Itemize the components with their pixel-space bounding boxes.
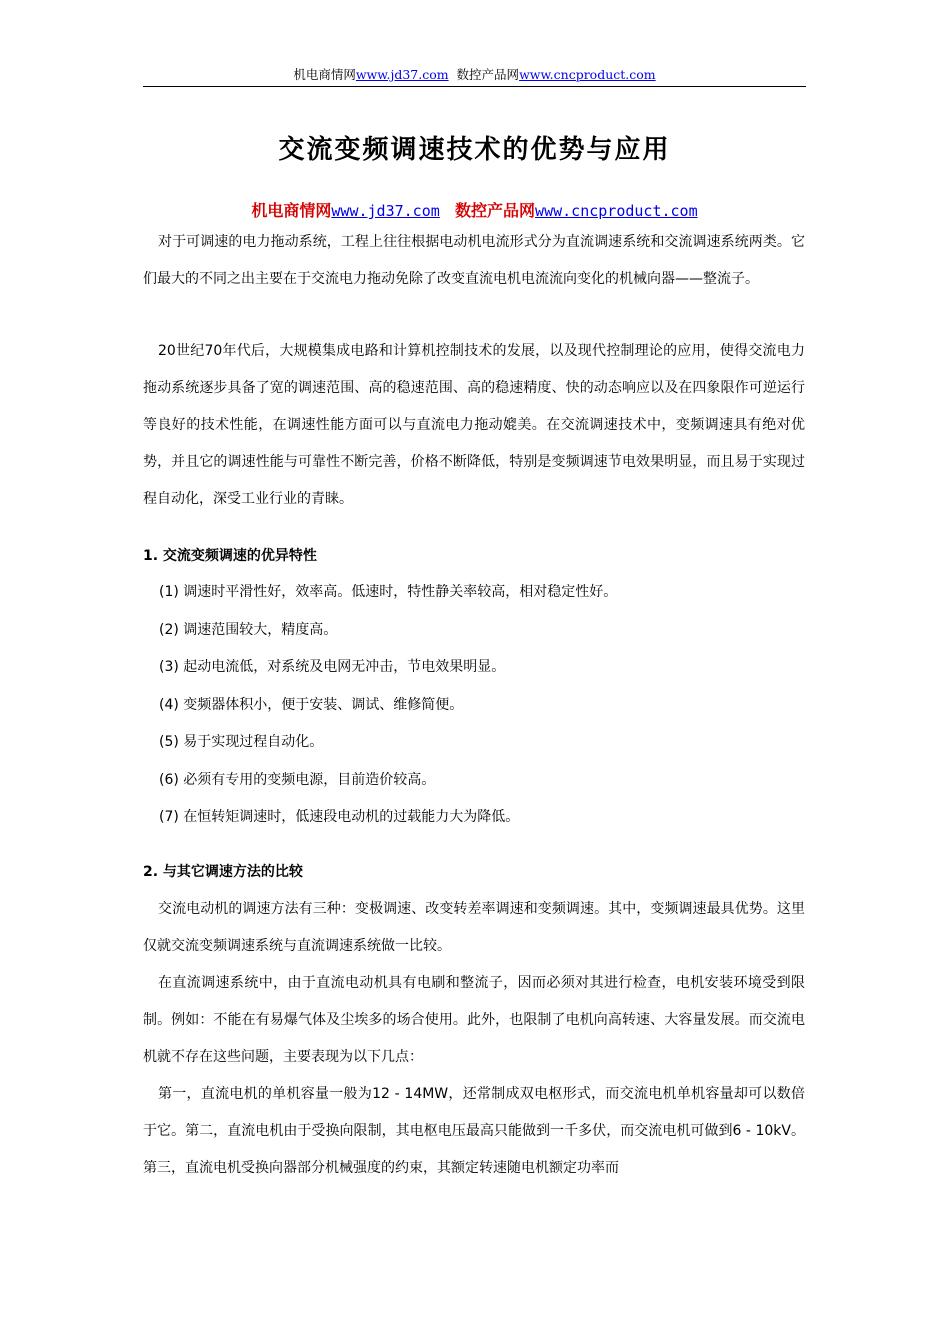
header-site1-name: 机电商情网	[293, 67, 356, 82]
source-site1-name: 机电商情网	[251, 201, 332, 220]
list-item: (6) 必须有专用的变频电源，目前造价较高。	[159, 771, 436, 788]
list-item: (1) 调速时平滑性好，效率高。低速时，特性静关率较高，相对稳定性好。	[159, 584, 618, 600]
paragraph: 对于可调速的电力拖动系统，工程上往往根据电动机电流形式分为直流调速系统和交流调速系统两类。它们最大的不同之出主要在于交流电力拖动免除了改变直流电机电流流向变化的机械向器——整流子。	[143, 234, 805, 287]
page-header	[143, 66, 806, 84]
intro-paragraph-2	[143, 333, 805, 518]
source-site1-link[interactable]: www.jd37.com	[331, 202, 440, 220]
list-item: (5) 易于实现过程自动化。	[159, 734, 324, 750]
advantages-list	[159, 574, 617, 837]
paragraph: 在直流调速系统中，由于直流电动机具有电刷和整流子，因而必须对其进行检查，电机安装环境受到限制。例如：不能在有易爆气体及尘埃多的场合使用。此外，也限制了电机向高转速、大容量发展。而交流电机就不存在这些问题，主要表现为以下几点：	[143, 975, 805, 1065]
source-site2-link[interactable]: www.cncproduct.com	[535, 202, 698, 220]
document-title: 交流变频调速技术的优势与应用	[278, 135, 671, 165]
header-site2-name: 数控产品网	[456, 67, 520, 82]
header-site1-link[interactable]: www.jd37.com	[355, 67, 449, 82]
paragraph: 20世纪70年代后，大规模集成电路和计算机控制技术的发展，以及现代控制理论的应用，使得交流电力拖动系统逐步具备了宽的调速范围、高的稳速范围、高的稳速精度、快的动态响应以及在四象限作可逆运行等良好的技术性能，在调速性能方面可以与直流电力拖动媲美。在交流调速技术中，变频调速具有绝对优势，并且它的调速性能与可靠性不断完善，价格不断降低，特别是变频调速节电效果明显，而且易于实现过程自动化，深受工业行业的青睐。	[143, 343, 805, 507]
section-2-heading: 2. 与其它调速方法的比较	[143, 864, 303, 880]
header-divider	[143, 86, 806, 87]
list-item: (2) 调速范围较大，精度高。	[159, 621, 338, 638]
section-1-heading: 1. 交流变频调速的优异特性	[143, 548, 317, 564]
header-site2-link[interactable]: www.cncproduct.com	[519, 67, 656, 82]
source-site2-name: 数控产品网	[455, 201, 536, 220]
list-item: (4) 变频器体积小，便于安装、调试、维修简便。	[159, 696, 464, 713]
section-2-body	[143, 891, 805, 1187]
list-item: (3) 起动电流低，对系统及电网无冲击，节电效果明显。	[159, 659, 506, 675]
intro-paragraph-1	[143, 224, 805, 298]
source-line	[143, 199, 806, 223]
paragraph: 第一，直流电机的单机容量一般为12 - 14MW，还常制成双电枢形式，而交流电机单机容量却可以数倍于它。第二，直流电机由于受换向限制，其电枢电压最高只能做到一千多伏，而交流电机可做到6 - 10kV。第三，直流电机受换向器部分机械强度的约束，其额定转速随电机额定功率而	[143, 1086, 805, 1176]
paragraph: 交流电动机的调速方法有三种：变极调速、改变转差率调速和变频调速。其中，变频调速最具优势。这里仅就交流变频调速系统与直流调速系统做一比较。	[143, 901, 805, 954]
list-item: (7) 在恒转矩调速时，低速段电动机的过载能力大为降低。	[159, 809, 520, 825]
